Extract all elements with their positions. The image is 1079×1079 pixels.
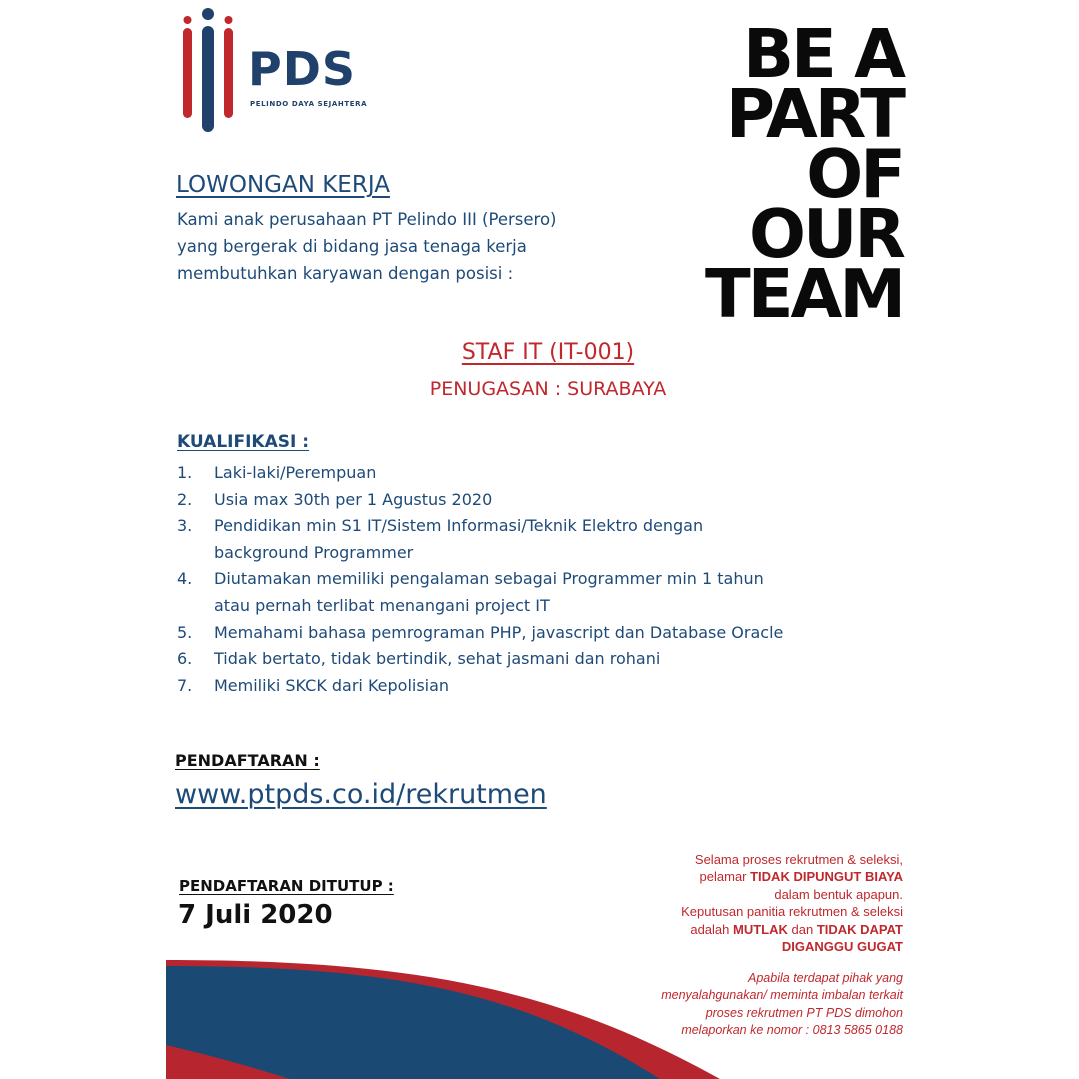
notice-emphasis: TIDAK DAPAT	[816, 921, 903, 937]
position-title: STAF IT (IT-001)	[461, 340, 635, 365]
fee-notice	[603, 851, 903, 955]
intro-line: membutuhkan karyawan dengan posisi :	[177, 264, 514, 283]
qualification-item	[177, 513, 877, 566]
qualification-item	[177, 566, 877, 619]
closing-label: PENDAFTARAN DITUTUP :	[179, 877, 394, 895]
qualification-number: 7.	[177, 675, 193, 695]
qualification-item	[177, 460, 877, 487]
qualification-line: background Programmer	[214, 542, 414, 562]
qualifications-title: KUALIFIKASI :	[177, 432, 310, 452]
qualification-text	[214, 566, 877, 619]
intro-line: yang bergerak di bidang jasa tenaga kerja	[177, 237, 527, 256]
slogan-line: OUR	[749, 195, 903, 273]
qualification-text	[214, 646, 877, 673]
qualification-text	[214, 487, 877, 514]
intro-line: Kami anak perusahaan PT Pelindo III (Persero)	[177, 210, 557, 229]
registration-label: PENDAFTARAN :	[175, 751, 320, 770]
report-line: proses rekrutmen PT PDS dimohon	[705, 1005, 903, 1020]
slogan-line: PART	[725, 75, 903, 153]
qualification-text	[214, 620, 877, 647]
logo-subtitle: PELINDO DAYA SEJAHTERA	[250, 100, 368, 108]
notice-line	[603, 921, 903, 938]
qualification-line: Memiliki SKCK dari Kepolisian	[214, 675, 450, 695]
qualification-line: Tidak bertato, tidak bertindik, sehat jasmani dan rohani	[214, 649, 661, 669]
qualification-number: 3.	[177, 516, 193, 536]
slogan-line: BE A	[742, 15, 903, 93]
logo-wordmark: PDS	[248, 42, 357, 96]
registration-link[interactable]: www.ptpds.co.id/rekrutmen	[175, 779, 547, 810]
notice-line: dalam bentuk apapun.	[774, 886, 903, 902]
vacancy-heading: LOWONGAN KERJA	[176, 172, 390, 198]
notice-text: dan	[787, 921, 817, 937]
qualification-item	[177, 620, 877, 647]
qualification-number: 2.	[177, 489, 193, 509]
qualification-line: Pendidikan min S1 IT/Sistem Informasi/Teknik Elektro dengan	[214, 516, 704, 536]
qualification-item	[177, 673, 877, 700]
qualification-number: 1.	[177, 463, 193, 482]
qualification-line: Laki-laki/Perempuan	[214, 463, 377, 482]
wave-decoration	[0, 950, 1079, 1079]
qualification-text	[214, 513, 877, 566]
report-line: menyalahgunakan/ meminta imbalan terkait	[661, 988, 903, 1003]
notice-text: adalah	[690, 921, 733, 937]
notice-emphasis: DIGANGGU GUGAT	[781, 939, 903, 955]
notice-line: Selama proses rekrutmen & seleksi,	[694, 852, 903, 867]
qualification-number: 4.	[177, 569, 193, 589]
position-location: PENUGASAN : SURABAYA	[429, 378, 667, 400]
notice-emphasis: TIDAK DIPUNGUT BIAYA	[750, 869, 903, 885]
qualification-line: Diutamakan memiliki pengalaman sebagai Programmer min 1 tahun	[214, 569, 764, 589]
qualification-number: 6.	[177, 649, 193, 669]
qualification-line: Memahami bahasa pemrograman PHP, javascript dan Database Oracle	[214, 622, 784, 642]
qualifications-list	[177, 460, 877, 699]
qualification-line: atau pernah terlibat menangani project IT	[214, 595, 550, 615]
qualification-text	[214, 460, 877, 487]
qualification-item	[177, 487, 877, 514]
notice-text: pelamar	[699, 869, 751, 885]
closing-date: 7 Juli 2020	[178, 900, 333, 930]
slogan-line: TEAM	[705, 255, 903, 333]
intro-text	[177, 206, 617, 287]
notice-line	[603, 938, 903, 955]
qualification-text	[214, 673, 877, 700]
slogan	[643, 15, 903, 333]
report-line: melaporkan ke nomor : 0813 5865 0188	[681, 1023, 903, 1038]
notice-emphasis: MUTLAK	[733, 921, 788, 937]
slogan-line: OF	[806, 135, 903, 213]
report-notice	[603, 970, 903, 1040]
report-line: Apabila terdapat pihak yang	[748, 971, 903, 985]
notice-line: Keputusan panitia rekrutmen & seleksi	[681, 904, 903, 920]
notice-line	[603, 868, 903, 885]
qualification-number: 5.	[177, 622, 193, 642]
qualification-line: Usia max 30th per 1 Agustus 2020	[214, 489, 493, 509]
qualification-item	[177, 646, 877, 673]
